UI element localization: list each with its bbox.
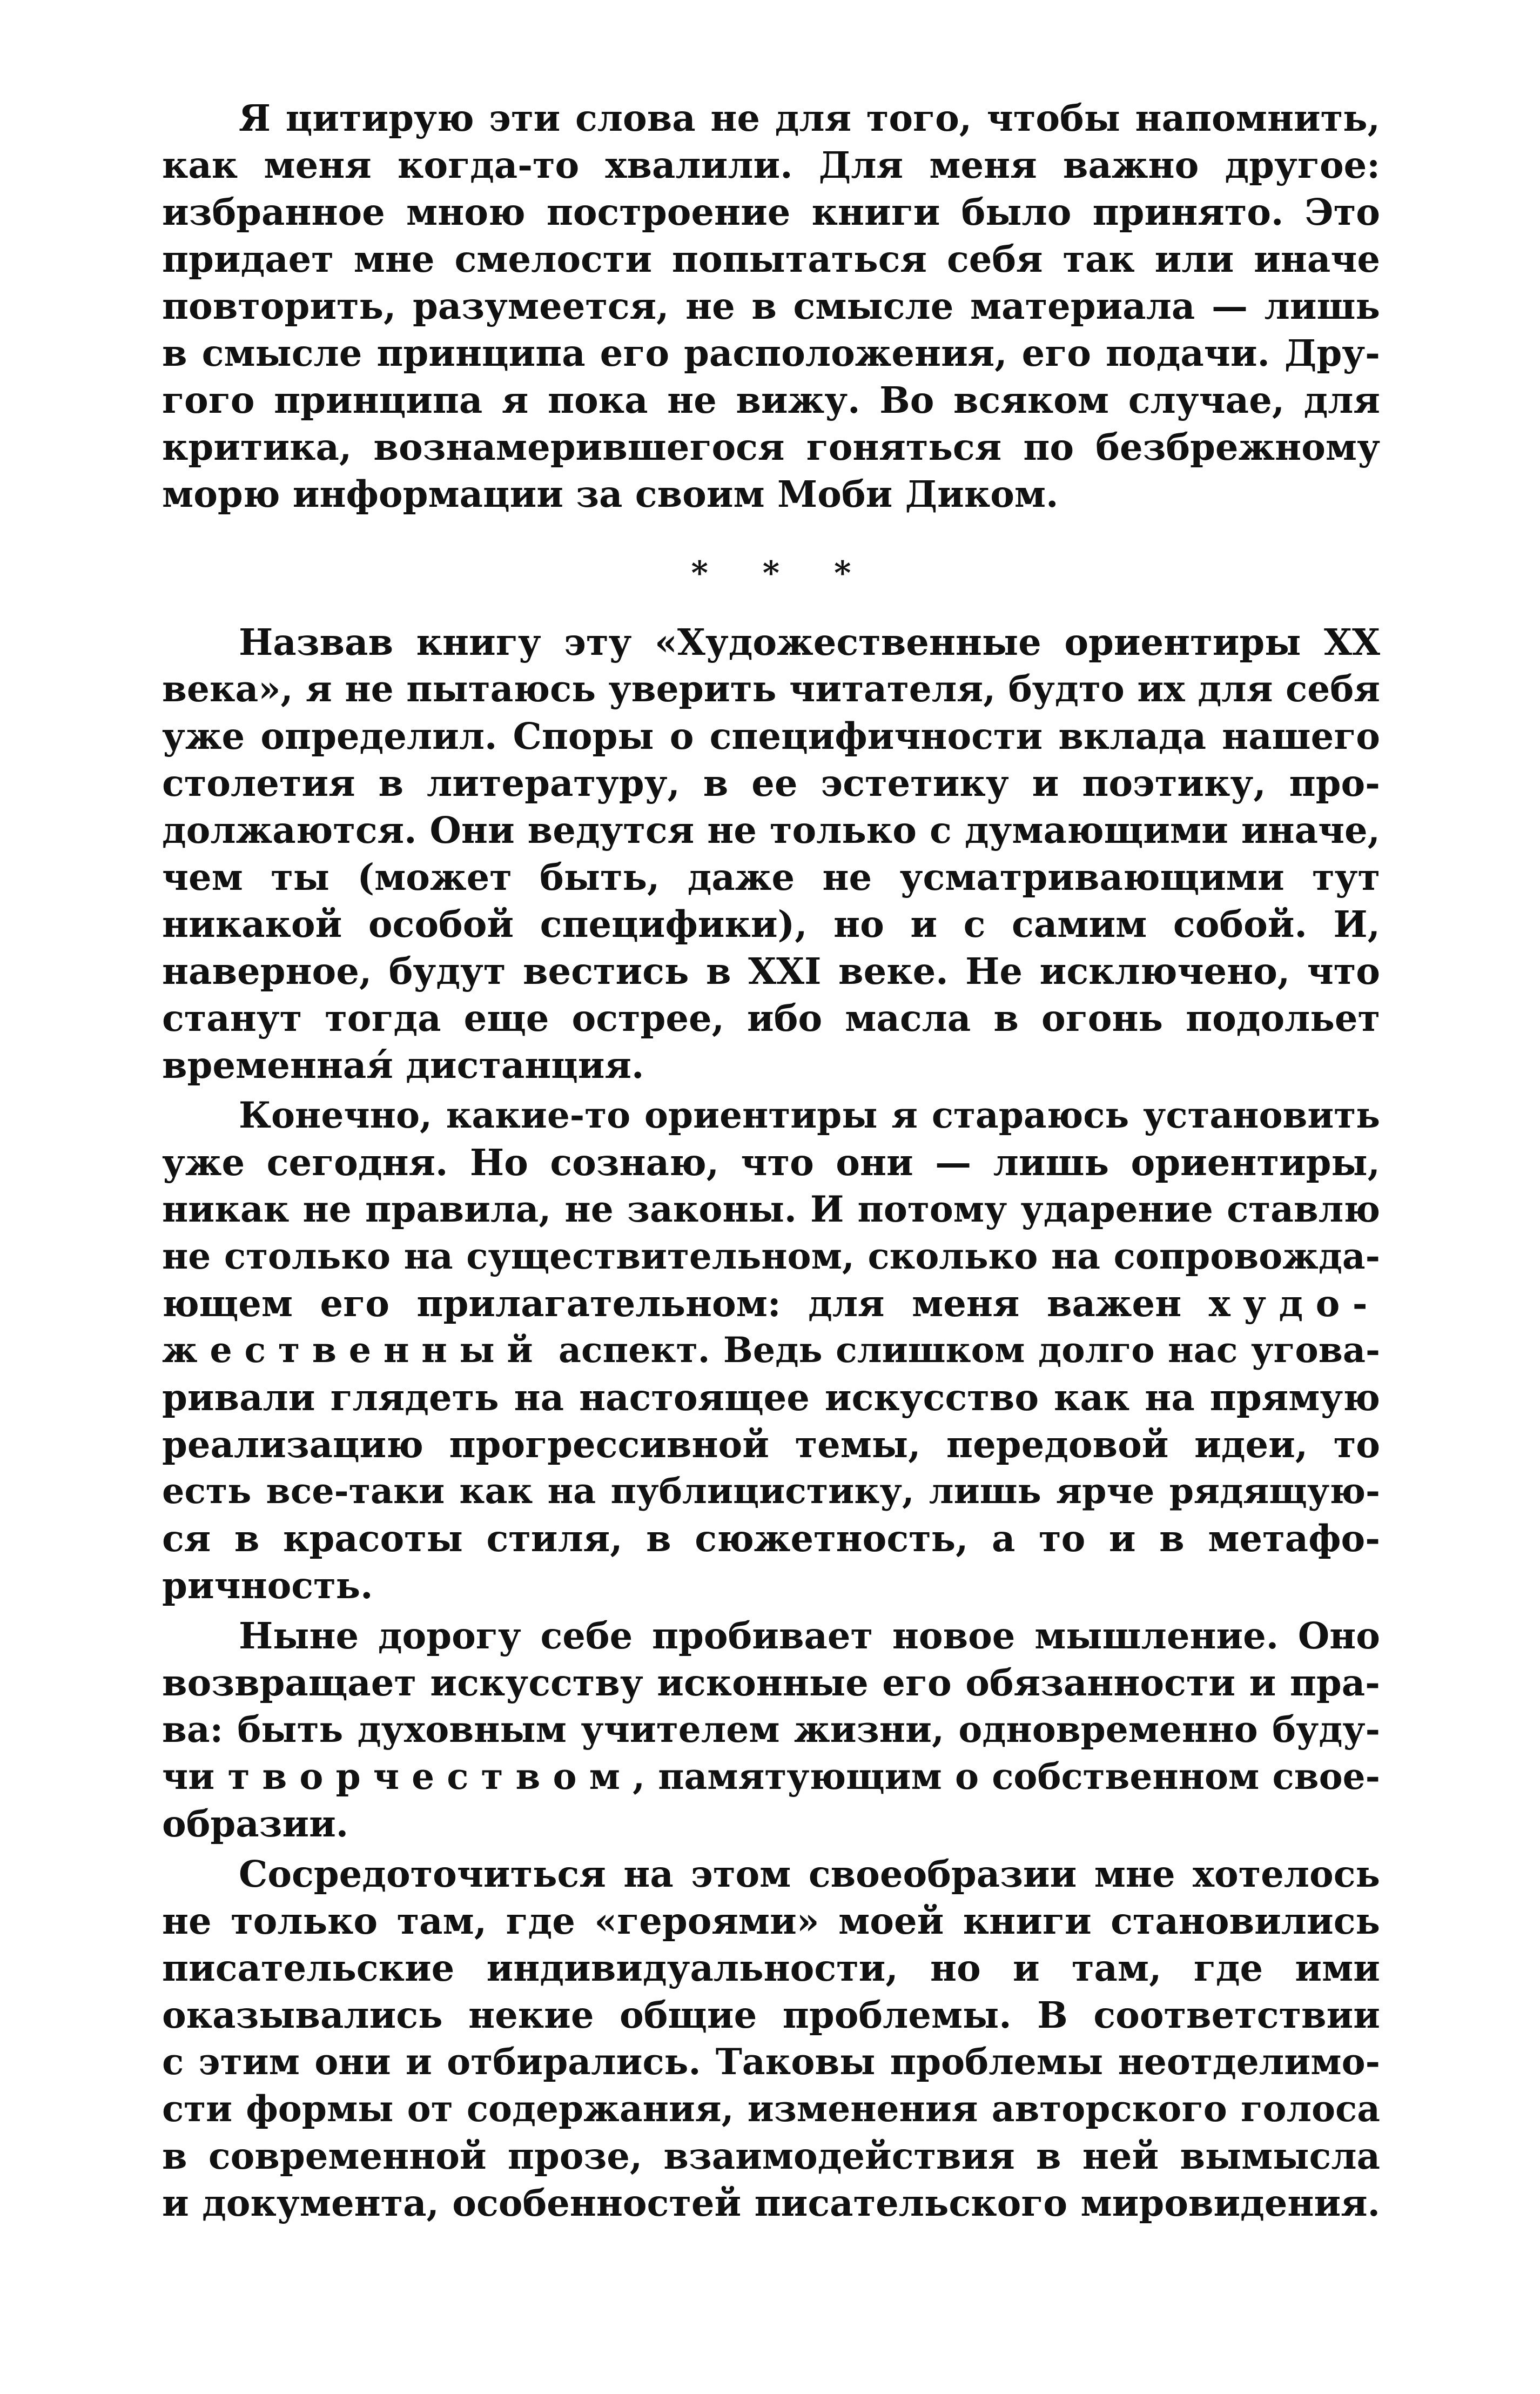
text-line: и документа, особенностей писательского мировидения. xyxy=(162,2182,1380,2224)
text-line: Конечно, какие-то ориентиры я стараюсь установить xyxy=(239,1094,1380,1136)
text-line xyxy=(162,1327,1380,1374)
text-line: придает мне смелости попытаться себя так или иначе xyxy=(162,238,1380,280)
text-line: как меня когда-то хвалили. Для меня важно другое: xyxy=(162,144,1380,186)
section-separator: * * * xyxy=(691,554,873,592)
text-line: Я цитирую эти слова не для того, чтобы напомнить, xyxy=(239,97,1380,139)
text-line: ся в красоты стиля, в сюжетность, а то и в метафо- xyxy=(162,1517,1380,1560)
text-line: чем ты (может быть, даже не усматривающими тут xyxy=(162,856,1380,898)
text-line: Сосредоточиться на этом своеобразии мне хотелось xyxy=(239,1853,1380,1895)
text-line: гого принципа я пока не вижу. Во всяком случае, для xyxy=(162,379,1380,421)
text-line: есть все-таки как на публицистику, лишь ярче рядящую- xyxy=(162,1471,1380,1512)
text-line: уже определил. Споры о специфичности вклада нашего xyxy=(162,715,1380,757)
spaced-emphasis: худо- xyxy=(1208,1282,1380,1325)
text-line: наверное, будут вестись в XXI веке. Не исключено, что xyxy=(162,950,1380,993)
text-line: Назвав книгу эту «Художественные ориентиры XX xyxy=(239,621,1380,663)
text-line: в современной прозе, взаимодействия в ней вымысла xyxy=(162,2135,1380,2177)
text-line: ва: быть духовным учителем жизни, одновременно буду- xyxy=(162,1708,1380,1751)
text-line: повторить, разумеется, не в смысле материала — лишь xyxy=(162,285,1380,327)
text-line: возвращает искусству исконные его обязанности и пра- xyxy=(162,1661,1380,1704)
book-page xyxy=(162,95,1380,2227)
text-line: никакой особой специфики), но и с самим собой. И, xyxy=(162,903,1380,945)
spaced-emphasis: творчеством xyxy=(227,1755,633,1798)
spaced-emphasis: жественный xyxy=(162,1330,546,1371)
text-line: морю информации за своим Моби Диком. xyxy=(162,473,1059,515)
paragraph-3 xyxy=(162,1092,1380,1609)
text-line xyxy=(162,1753,1380,1800)
text-line: столетия в литературу, в ее эстетику и поэтику, про- xyxy=(162,762,1380,804)
text-line: критика, вознамерившегося гоняться по безбрежному xyxy=(162,426,1380,468)
text-line: должаются. Они ведутся не только с думающими иначе, xyxy=(162,809,1380,851)
text-line: станут тогда еще острее, ибо масла в огонь подольет xyxy=(162,997,1380,1040)
paragraph-5 xyxy=(162,1850,1380,2227)
text-line: не столько на существительном, сколько на сопровожда- xyxy=(162,1235,1380,1277)
text-line xyxy=(162,1280,1380,1327)
paragraph-4 xyxy=(162,1612,1380,1847)
text-line: ривали глядеть на настоящее искусство как на прямую xyxy=(162,1376,1380,1419)
text-line: сти формы от содержания, изменения авторского голоса xyxy=(162,2088,1380,2130)
text-run: аспект. Ведь слишком долго нас угова- xyxy=(545,1330,1380,1371)
text-line: оказывались некие общие проблемы. В соответствии xyxy=(162,1994,1380,2036)
text-line: в смысле принципа его расположения, его подачи. Дру- xyxy=(162,332,1380,374)
text-line: временная́ дистанция. xyxy=(162,1044,644,1087)
text-line: никак не правила, не законы. И потому ударение ставлю xyxy=(162,1188,1380,1230)
paragraph-2 xyxy=(162,619,1380,1089)
text-run: , памятующим о собственном свое- xyxy=(633,1755,1380,1798)
text-line: реализацию прогрессивной темы, передовой идеи, то xyxy=(162,1423,1380,1466)
text-line: писательские индивидуальности, но и там, где ими xyxy=(162,1947,1380,1989)
text-run: чи xyxy=(162,1755,228,1798)
text-line: уже сегодня. Но сознаю, что они — лишь ориентиры, xyxy=(162,1141,1380,1184)
paragraph-1 xyxy=(162,95,1380,518)
text-run: ющем его прилагательном: для меня важен xyxy=(162,1282,1209,1325)
text-line: с этим они и отбирались. Таковы проблемы неотделимо- xyxy=(162,2041,1380,2083)
text-line: Ныне дорогу себе пробивает новое мышление. Оно xyxy=(239,1614,1380,1657)
text-line: образии. xyxy=(162,1802,349,1845)
text-line: века», я не пытаюсь уверить читателя, будто их для себя xyxy=(162,668,1380,710)
text-line: не только там, где «героями» моей книги становились xyxy=(162,1900,1380,1942)
text-line: избранное мною построение книги было принято. Это xyxy=(162,191,1380,233)
text-line: ричность. xyxy=(162,1564,373,1607)
